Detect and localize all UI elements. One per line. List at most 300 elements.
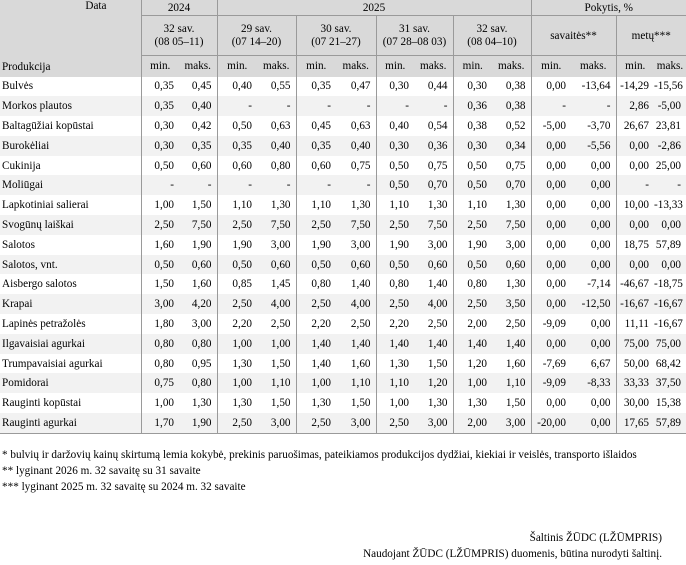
price-cell: 1,30 [427, 397, 448, 410]
price-cell: 1,00 [257, 334, 296, 354]
footnotes [2, 447, 662, 495]
price-cell: 2,00 [453, 413, 492, 433]
price-cell: 1,45 [270, 278, 291, 291]
price-cell: - [179, 175, 217, 195]
product-name: Aisbergo salotos [2, 278, 77, 291]
price-cell: 1,30 [453, 393, 492, 413]
price-cell: 0,50 [453, 156, 492, 176]
price-cell: 0,40 [336, 136, 376, 156]
price-cell: 0,60 [492, 255, 531, 275]
price-cell: 0,38 [453, 116, 492, 136]
price-cell: 1,90 [376, 235, 414, 255]
maks-header: maks. [492, 56, 531, 77]
price-cell: 1,30 [217, 354, 257, 374]
price-cell: - [257, 175, 296, 195]
price-cell: 0,35 [141, 77, 179, 97]
price-cell: 2,50 [296, 413, 336, 433]
price-cell: -9,09 [531, 373, 571, 393]
metu-header: metų*** [616, 16, 686, 56]
price-cell: 0,80 [296, 274, 336, 294]
price-cell: 75,00 [654, 334, 686, 354]
price-cell: 0,52 [505, 119, 526, 132]
price-cell: 0,00 [571, 334, 616, 354]
price-cell: 37,50 [654, 373, 686, 393]
product-name: Krapai [0, 294, 141, 314]
product-name: Baltagūžiai kopūstai [2, 119, 94, 132]
price-cell: 3,00 [336, 413, 376, 433]
price-cell: 0,30 [141, 136, 179, 156]
price-cell: 0,30 [376, 77, 414, 97]
price-cell: 0,75 [505, 159, 526, 172]
price-cell: -13,64 [581, 80, 611, 93]
price-cell: 0,00 [531, 156, 571, 176]
price-cell: 1,60 [505, 357, 526, 370]
price-cell: 1,10 [217, 195, 257, 215]
price-cell: 1,40 [296, 354, 336, 374]
price-cell: 26,67 [616, 116, 654, 136]
price-cell: 4,00 [336, 294, 376, 314]
price-cell: 75,00 [616, 334, 654, 354]
product-name: Moliūgai [0, 175, 141, 195]
price-cell: 0,50 [453, 175, 492, 195]
price-cell: 0,00 [531, 294, 571, 314]
price-cell: 0,00 [531, 195, 571, 215]
price-cell: -7,69 [531, 354, 571, 374]
price-cell: 1,50 [350, 397, 371, 410]
table-row [0, 235, 686, 255]
price-cell: 0,00 [531, 274, 571, 294]
price-cell: 1,50 [427, 357, 448, 370]
table-body [0, 77, 686, 434]
price-cell: 2,50 [270, 317, 291, 330]
table-row [0, 354, 686, 374]
price-cell: 0,00 [654, 255, 686, 275]
price-cell: 10,00 [616, 195, 654, 215]
price-cell: 0,00 [571, 175, 616, 195]
price-cell: 1,10 [492, 373, 531, 393]
price-cell: 7,50 [336, 215, 376, 235]
price-cell: 0,30 [376, 136, 414, 156]
price-cell: 57,89 [655, 238, 681, 251]
price-cell: 0,80 [453, 274, 492, 294]
price-cell: 3,00 [270, 238, 291, 251]
price-cell: 0,40 [179, 96, 217, 116]
period-header: 31 sav. (07 28–08 03) [376, 16, 453, 56]
footnote: * bulvių ir daržovių kainų skirtumą lemia kokybė, prekinis paruošimas, pateikiamos produkcijos dydžiai, kiekiai ir veislės, transporto išlaidos [2, 449, 637, 461]
price-cell: 0,70 [492, 175, 531, 195]
price-cell: 0,50 [217, 116, 257, 136]
price-cell: 1,30 [427, 199, 448, 212]
price-cell: 0,50 [141, 255, 179, 275]
price-cell: 0,00 [616, 156, 654, 176]
price-cell: 1,30 [270, 199, 291, 212]
price-cell: 0,50 [376, 156, 414, 176]
price-cell: 0,35 [217, 136, 257, 156]
product-name: Pomidorai [0, 373, 141, 393]
price-cell: 1,40 [492, 334, 531, 354]
price-cell: 0,47 [350, 80, 371, 93]
table-row [0, 314, 686, 334]
price-cell: -12,50 [571, 294, 616, 314]
product-name: Cukinija [2, 159, 41, 172]
maks-header: maks. [336, 56, 376, 77]
product-name: Lapinės petražolės [2, 317, 86, 330]
price-cell: -14,29 [616, 77, 654, 97]
price-cell: 0,30 [141, 116, 179, 136]
price-cell: 0,35 [296, 77, 336, 97]
price-cell: -16,67 [654, 317, 683, 330]
table-row [0, 77, 686, 97]
price-cell: 0,00 [571, 215, 616, 235]
min-header: min. [296, 56, 336, 77]
price-cell: 2,00 [453, 314, 492, 334]
price-cell: 7,50 [257, 215, 296, 235]
period-header: 32 sav. (08 05–11) [141, 16, 217, 56]
table-row [0, 294, 686, 314]
price-cell: 1,40 [376, 334, 414, 354]
price-cell: 1,40 [427, 278, 448, 291]
price-cell: -3,70 [587, 119, 611, 132]
price-cell: 1,10 [296, 195, 336, 215]
price-cell: 3,00 [141, 294, 179, 314]
header-minmax-row [0, 56, 686, 77]
table-row [0, 195, 686, 215]
product-name: Rauginti agurkai [0, 413, 141, 433]
price-cell: 0,63 [270, 119, 291, 132]
price-cell: 1,40 [336, 334, 376, 354]
table-row [0, 156, 686, 176]
maks-header: maks. [179, 56, 217, 77]
price-cell: 0,35 [179, 136, 217, 156]
table-row [0, 334, 686, 354]
price-cell: 1,30 [191, 397, 212, 410]
price-cell: 0,80 [270, 159, 291, 172]
header-years-row [0, 0, 686, 16]
price-cell: 1,80 [141, 314, 179, 334]
footnote: *** lyginant 2025 m. 32 savaitę su 2024 m. 32 savaite [2, 481, 246, 493]
price-cell: 1,30 [505, 199, 526, 212]
price-cell: 57,89 [654, 413, 686, 433]
price-cell: -2,86 [654, 136, 686, 156]
price-cell: 0,30 [453, 136, 492, 156]
price-cell: 1,10 [336, 373, 376, 393]
price-cell: 3,00 [350, 238, 371, 251]
price-cell: 0,00 [531, 235, 571, 255]
price-cell: 1,90 [217, 235, 257, 255]
maks-header: maks. [654, 56, 686, 77]
price-cell: 3,00 [257, 413, 296, 433]
maks-header: maks. [414, 56, 453, 77]
price-cell: 7,50 [492, 215, 531, 235]
price-cell: 2,50 [505, 317, 526, 330]
price-cell: 1,30 [217, 393, 257, 413]
price-cell: - [531, 96, 571, 116]
price-cell: 7,50 [414, 215, 453, 235]
price-cell: -9,09 [531, 314, 571, 334]
price-cell: 0,60 [191, 159, 212, 172]
table-row [0, 96, 686, 116]
price-cell: 0,80 [141, 354, 179, 374]
product-name: Bulvės [2, 80, 34, 93]
price-cell: 0,60 [257, 255, 296, 275]
price-cell: 0,75 [141, 373, 179, 393]
price-cell: 2,20 [296, 314, 336, 334]
price-cell: 0,38 [492, 96, 531, 116]
year-2025-header: 2025 [217, 0, 531, 16]
price-cell: 2,50 [376, 215, 414, 235]
price-cell: 0,00 [531, 175, 571, 195]
price-cell: -5,00 [531, 116, 571, 136]
price-cell: 0,54 [427, 119, 448, 132]
price-cell: 0,00 [590, 238, 611, 251]
product-name: Svogūnų laiškai [0, 215, 141, 235]
price-cell: 2,50 [376, 413, 414, 433]
price-cell: 0,75 [427, 159, 448, 172]
data-label: Data [0, 0, 141, 56]
price-cell: -13,33 [654, 199, 683, 212]
price-cell: 0,44 [427, 80, 448, 93]
price-cell: 1,50 [270, 397, 291, 410]
source-note: Naudojant ŽŪDC (LŽŪMPRIS) duomenis, būtina nurodyti šaltinį. [363, 548, 662, 560]
price-cell: 1,50 [270, 357, 291, 370]
price-cell: 1,00 [376, 393, 414, 413]
price-cell: 3,00 [427, 238, 448, 251]
price-cell: - [336, 96, 376, 116]
price-cell: 1,40 [453, 334, 492, 354]
price-cell: 0,75 [350, 159, 371, 172]
table-row [0, 393, 686, 413]
price-cell: 1,90 [179, 413, 217, 433]
price-cell: - [414, 96, 453, 116]
price-cell: 1,70 [141, 413, 179, 433]
price-cell: 0,00 [616, 136, 654, 156]
price-cell: 2,50 [453, 215, 492, 235]
price-cell: 1,00 [141, 393, 179, 413]
price-cell: 0,38 [505, 80, 526, 93]
min-header: min. [453, 56, 492, 77]
price-cell: 0,50 [217, 255, 257, 275]
price-cell: 1,60 [141, 235, 179, 255]
price-cell: 0,00 [531, 255, 571, 275]
price-cell: 2,50 [296, 215, 336, 235]
price-cell: 1,90 [191, 238, 212, 251]
price-cell: 3,00 [492, 413, 531, 433]
price-cell: - [336, 175, 376, 195]
price-cell: 3,50 [492, 294, 531, 314]
price-cell: 0,45 [296, 116, 336, 136]
price-cell: 0,60 [217, 156, 257, 176]
maks-header: maks. [257, 56, 296, 77]
price-cell: 2,50 [217, 215, 257, 235]
price-cell: 25,00 [655, 159, 681, 172]
price-cell: 1,20 [414, 373, 453, 393]
price-cell: 11,11 [616, 314, 654, 334]
price-cell: 3,00 [505, 238, 526, 251]
price-cell: 1,50 [191, 199, 212, 212]
price-cell: 0,45 [191, 80, 212, 93]
price-cell: 0,36 [414, 136, 453, 156]
table-row [0, 413, 686, 433]
price-cell: 0,60 [179, 255, 217, 275]
price-cell: 1,60 [350, 357, 371, 370]
price-cell: 1,00 [141, 195, 179, 215]
price-cell: 3,00 [414, 413, 453, 433]
price-cell: 1,10 [453, 195, 492, 215]
price-cell: 1,40 [350, 278, 371, 291]
price-cell: 0,00 [531, 215, 571, 235]
price-cell: 2,50 [350, 317, 371, 330]
table-row [0, 255, 686, 275]
price-cell: -46,67 [616, 274, 654, 294]
table-row [0, 274, 686, 294]
price-cell: 1,10 [376, 195, 414, 215]
price-cell: 0,70 [414, 175, 453, 195]
price-cell: 0,36 [453, 96, 492, 116]
price-cell: 0,35 [296, 136, 336, 156]
price-cell: 30,00 [616, 393, 654, 413]
price-cell: 0,00 [590, 199, 611, 212]
table-row [0, 116, 686, 136]
price-cell: 4,00 [414, 294, 453, 314]
price-cell: 0,00 [531, 393, 571, 413]
price-cell: 0,80 [141, 334, 179, 354]
price-cell: 0,60 [336, 255, 376, 275]
price-cell: 0,00 [571, 255, 616, 275]
price-cell: 0,80 [179, 334, 217, 354]
price-cell: 1,00 [217, 334, 257, 354]
price-cell: 1,00 [217, 373, 257, 393]
price-cell: 2,50 [376, 294, 414, 314]
price-cell: 1,00 [296, 373, 336, 393]
price-cell: 0,00 [590, 317, 611, 330]
table-row [0, 215, 686, 235]
price-cell: -5,56 [571, 136, 616, 156]
price-cell: -7,14 [587, 278, 611, 291]
price-cell: -8,33 [571, 373, 616, 393]
product-name: Ilgavaisiai agurkai [0, 334, 141, 354]
table-row [0, 175, 686, 195]
price-cell: 7,50 [179, 215, 217, 235]
price-cell: 0,35 [141, 96, 179, 116]
price-cell: 1,90 [453, 235, 492, 255]
price-cell: 68,42 [655, 357, 681, 370]
period-header: 32 sav. (08 04–10) [453, 16, 531, 56]
price-cell: 1,90 [296, 235, 336, 255]
price-cell: 4,20 [179, 294, 217, 314]
price-cell: - [571, 96, 616, 116]
price-cell: 2,86 [616, 96, 654, 116]
table-row [0, 373, 686, 393]
footnote: ** lyginant 2026 m. 32 savaitę su 31 savaite [2, 465, 201, 477]
price-cell: 15,38 [655, 397, 681, 410]
price-cell: 0,50 [141, 156, 179, 176]
price-cell: 23,81 [655, 119, 681, 132]
price-cell: 0,60 [414, 255, 453, 275]
price-cell: 2,20 [376, 314, 414, 334]
price-cell: 0,00 [571, 413, 616, 433]
price-cell: 1,60 [191, 278, 212, 291]
produkcija-label: Produkcija [0, 56, 141, 77]
maks-header: maks. [571, 56, 616, 77]
price-cell: 0,40 [376, 116, 414, 136]
price-cell: - [296, 175, 336, 195]
period-header: 30 sav. (07 21–27) [296, 16, 376, 56]
price-cell: 1,30 [296, 393, 336, 413]
price-cell: 0,34 [492, 136, 531, 156]
price-cell: 0,63 [350, 119, 371, 132]
price-cell: 1,50 [505, 397, 526, 410]
price-cell: 2,50 [453, 294, 492, 314]
price-cell: 1,00 [453, 373, 492, 393]
pokytis-header: Pokytis, % [531, 0, 686, 16]
price-cell: 0,00 [531, 136, 571, 156]
min-header: min. [217, 56, 257, 77]
min-header: min. [141, 56, 179, 77]
price-cell: 0,00 [590, 159, 611, 172]
price-cell: 0,00 [590, 397, 611, 410]
table-row [0, 136, 686, 156]
price-cell: 0,95 [191, 357, 212, 370]
price-cell: -18,75 [654, 278, 683, 291]
min-header: min. [376, 56, 414, 77]
price-cell: 1,10 [257, 373, 296, 393]
price-cell: 2,50 [217, 294, 257, 314]
product-name: Salotos [2, 238, 35, 251]
price-cell: 2,50 [296, 294, 336, 314]
price-cell: 0,00 [654, 215, 686, 235]
price-cell: 1,10 [376, 373, 414, 393]
price-cell: 18,75 [616, 235, 654, 255]
product-name: Burokėliai [0, 136, 141, 156]
price-cell: -5,00 [654, 96, 686, 116]
price-cell: -16,67 [654, 294, 686, 314]
source-block [363, 530, 662, 562]
price-cell: 0,40 [217, 77, 257, 97]
product-name: Rauginti kopūstai [2, 397, 82, 410]
price-cell: 1,40 [296, 334, 336, 354]
savaites-header: savaitės** [531, 16, 616, 56]
price-cell: 0,55 [270, 80, 291, 93]
price-cell: 1,40 [414, 334, 453, 354]
price-cell: 0,50 [376, 175, 414, 195]
price-cell: -16,67 [616, 294, 654, 314]
product-name: Salotos, vnt. [0, 255, 141, 275]
price-cell: 17,65 [616, 413, 654, 433]
price-cell: 33,33 [616, 373, 654, 393]
price-cell: 0,00 [531, 334, 571, 354]
price-cell: 6,67 [590, 357, 611, 370]
price-cell: 0,85 [217, 274, 257, 294]
price-cell: 50,00 [616, 354, 654, 374]
price-cell: 0,00 [616, 255, 654, 275]
price-cell: 0,00 [531, 77, 571, 97]
price-cell: -15,56 [654, 80, 683, 93]
price-cell: 0,50 [453, 255, 492, 275]
price-cell: - [296, 96, 336, 116]
price-cell: 0,50 [296, 255, 336, 275]
price-cell: 1,20 [453, 354, 492, 374]
price-cell: - [376, 96, 414, 116]
price-cell: 1,30 [376, 354, 414, 374]
min-header: min. [531, 56, 571, 77]
price-cell: - [257, 96, 296, 116]
product-name: Lapkotiniai salierai [2, 199, 89, 212]
price-cell: 1,50 [141, 274, 179, 294]
price-cell: 2,50 [217, 413, 257, 433]
price-cell: 0,00 [616, 215, 654, 235]
price-cell: 0,80 [179, 373, 217, 393]
year-2024-header: 2024 [141, 0, 217, 16]
